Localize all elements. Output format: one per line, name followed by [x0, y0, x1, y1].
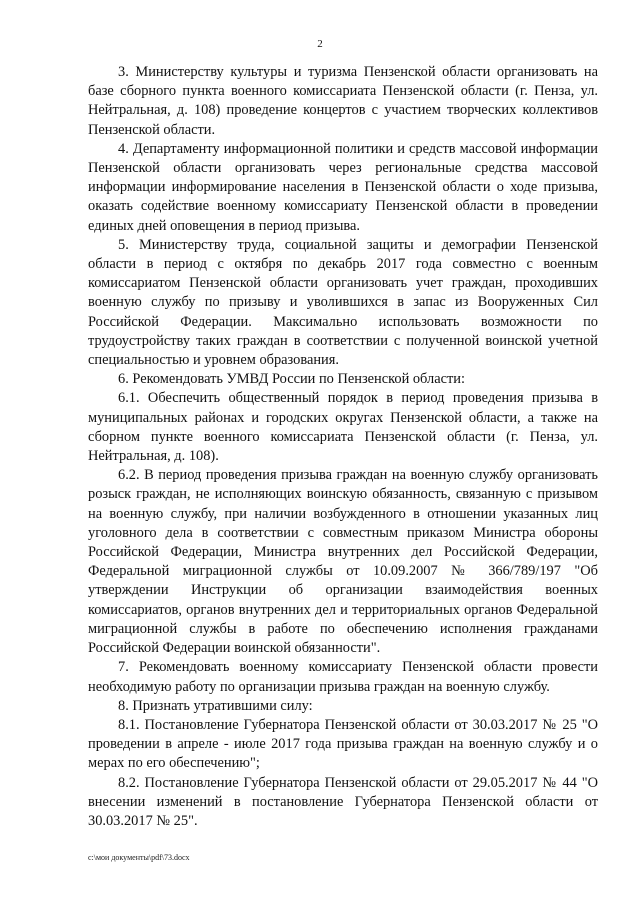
- page-number: 2: [317, 38, 323, 50]
- paragraph-7-recommend-military-commissariat: 7. Рекомендовать военному комиссариату Пензенской области провести необходимую работу по организации призыва граждан на военную службу.: [88, 659, 598, 695]
- paragraph-8-repealed: 8. Признать утратившими силу:: [118, 697, 313, 714]
- paragraph-6-1-public-order: 6.1. Обеспечить общественный порядок в период проведения призыва в муниципальных районах и городских округах Пензенской области, а также на сборном пункте военного комиссариата Пензенской области (г. Пенза, ул. Нейтральная, д. 108).: [88, 390, 598, 465]
- paragraph-6-recommend-umvd: 6. Рекомендовать УМВД России по Пензенской области:: [118, 371, 465, 388]
- paragraph-8-1-resolution-25: 8.1. Постановление Губернатора Пензенской области от 30.03.2017 № 25 "О проведении в апреле - июле 2017 года призыва граждан на военную службу и о мерах по его обеспечению";: [88, 716, 598, 772]
- paragraph-8-2-resolution-44: 8.2. Постановление Губернатора Пензенской области от 29.05.2017 № 44 "О внесении изменений в постановление Губернатора Пензенской области от 30.03.2017 № 25".: [88, 774, 598, 829]
- paragraph-4-department-of-information-policy: 4. Департаменту информационной политики и средств массовой информации Пензенской области организовать через региональные средства массовой информации информирование населения в Пензенской области о ходе призыва, оказать содействие военному комиссариату Пензенской области в проведении единых дней оповещения в период призыва.: [88, 140, 598, 234]
- footer-file-path: c:\мои документы\pdf\73.docx: [88, 853, 190, 862]
- paragraph-5-ministry-of-labor: 5. Министерству труда, социальной защиты и демографии Пензенской области в период с октября по декабрь 2017 года совместно с военным комиссариатом Пензенской области организовать учет граждан, проходивших военную службу по призыву и уволившихся в запас из Вооруженных Сил Российской Федерации. Максимально использовать возможности по трудоустройству таких граждан в соответствии с полученной воинской учетной специальностью и уровнем образования.: [88, 236, 598, 369]
- paragraph-3-ministry-of-culture: 3. Министерству культуры и туризма Пензенской области организовать на базе сборного пункта военного комиссариата Пензенской области (г. Пенза, ул. Нейтральная, д. 108) проведение концертов с участием творческих коллективов Пензенской области.: [88, 64, 598, 138]
- document-body: [88, 63, 598, 831]
- paragraph-6-2-search-of-citizens: 6.2. В период проведения призыва граждан на военную службу организовать розыск граждан, не исполняющих воинскую обязанность, связанную с призывом на военную службу, при наличии возбужденного в отношении указанных лиц уголовного дела в соответствии с совместным приказом Министра обороны Российской Федерации, Министра внутренних дел Российской Федерации, Федеральной миграционной службы от 10.09.2007 № 366/789/197 "Об утверждении Инструкции об организации взаимодействия военных комиссариатов, органов внутренних дел и территориальных органов Федеральной миграционной службы в работе по обеспечению исполнения гражданами Российской Федерации воинской обязанности".: [88, 467, 598, 657]
